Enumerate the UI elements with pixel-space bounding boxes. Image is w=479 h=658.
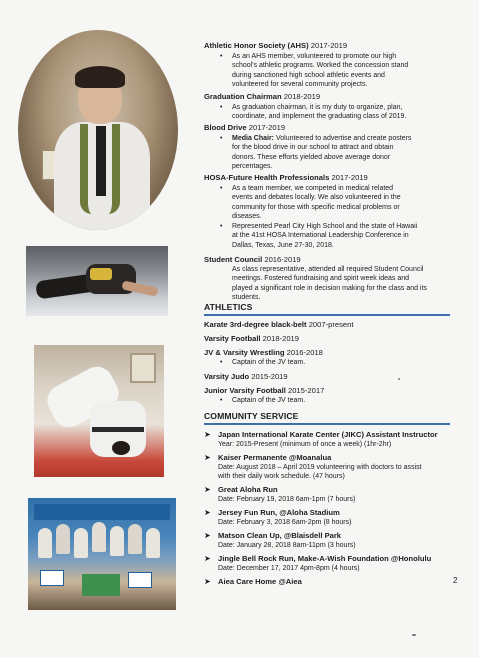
arrow-bullet-icon: ➤ (204, 485, 211, 494)
entry-paragraph: As class representative, attended all required Student Council meetings. Fostered fundraising and spirit week ideas and played a significant role in decision making for the class and its students. (232, 266, 427, 302)
athletics-item: JV & Varsity Wrestling 2016-2018 (204, 348, 323, 357)
wrestling-match-icon (26, 246, 168, 316)
section-divider (204, 314, 450, 316)
arrow-bullet-icon: ➤ (204, 453, 211, 462)
arrow-bullet-icon: ➤ (204, 508, 211, 517)
athletics-item: Junior Varsity Football 2015-2017 (204, 386, 325, 395)
arrow-bullet-icon: ➤ (204, 531, 211, 540)
graduate-portrait-icon (18, 30, 178, 230)
arrow-bullet-icon: ➤ (204, 554, 211, 563)
entry-title: Student Council 2016-2019 (204, 255, 301, 264)
entry-title: Athletic Honor Society (AHS) 2017-2019 (204, 41, 348, 50)
entry-title: HOSA-Future Health Professionals 2017-2019 (204, 173, 368, 182)
section-divider (204, 423, 450, 425)
resume-page: Athletic Honor Society (AHS) 2017-2019 • As an AHS member, volunteered to promote our high school's athletic programs. Worked the concession stand during sanctioned high school athletic events and volunteered for several community projects. Graduation Chairman 2018-2019 • As graduation chairman, it is my duty to organize, plan, coordinate, and implement the graduating class of 2019. Blood Drive 2017-2019 • Media Chair: Volunteered to advertise and create posters for the blood drive in our school to attract and obtain donors. These efforts yielded above average donor percentages. HOSA-Future Health Professionals 2017-2019 • As a team member, we competed in medical related events and debates locally. We also volunteered in the community for those with specific medical problems or diseases. • Represented Pearl City High School and the state of Hawaii at the 41st HOSA International Leadership Conference in Dallas, Texas, June 27-30, 2018. Student Council 2016-2019 As class representative, attended all required Student Council meetings. Fostered fundraising and spirit week ideas and played a significant role in decision making for the class and its students. ATHLETICS Karate 3rd-degree black-belt 2007-present Varsity Football 2018-2019 JV & Varsity Wrestling 2016-2018 • Captain of the JV team. Varsity Judo 2015-2019 Junior Varsity Football 2015-2017 • Captain of the JV team. COMMUNITY SERVICE ➤ Japan International Karate Center (JIKC) Assistant Instructor Year: 2015-Present (minimum of once a week) (1hr-2hr) ➤ Kaiser Permanente @Moanalua Date: August 2018 – April 2019 volunteering with doctors to assist with their daily work schedule. (47 hours) ➤ Great Aloha Run Date: February 19, 2018 6am-1pm (7 hours) ➤ Jersey Fun Run, @Aloha Stadium Date: February 3, 2018 6am-2pm (8 hours) ➤ Matson Clean Up, @Blaisdell Park Date: January 28, 2018 8am-11pm (3 hours) ➤ Jingle Bell Rock Run, Make-A-Wish Foundation @Honolulu Date: December 17, 2017 4pm-8pm (4 hours) ➤ Aiea Care Home @Aiea 2 (0, 0, 479, 658)
bullet-item: • Media Chair: Volunteered to advertise and create posters for the blood drive in our school to attract and obtain donors. These efforts yielded above average donor percentages. (232, 134, 411, 172)
group-fundraiser-icon (28, 498, 176, 610)
arrow-bullet-icon: ➤ (204, 577, 211, 586)
scan-speck (398, 378, 400, 380)
bullet-item: • As graduation chairman, it is my duty to organize, plan, coordinate, and implement the graduating class of 2019. (232, 103, 406, 122)
bullet-item: • Captain of the JV team. (232, 358, 305, 367)
bullet-item: • Represented Pearl City High School and the state of Hawaii at the 41st HOSA International Leadership Conference in Dallas, Texas, June 27-30, 2018. (232, 222, 417, 250)
entry-title: Graduation Chairman 2018-2019 (204, 92, 321, 101)
section-heading-athletics: ATHLETICS (204, 302, 253, 312)
section-heading-community: COMMUNITY SERVICE (204, 411, 299, 421)
page-number: 2 (453, 576, 458, 585)
athletics-item: Varsity Football 2018-2019 (204, 334, 299, 343)
bullet-item: • Captain of the JV team. (232, 396, 305, 405)
scan-speck (412, 634, 416, 636)
entry-title: Blood Drive 2017-2019 (204, 123, 286, 132)
athletics-item: Varsity Judo 2015-2019 (204, 372, 288, 381)
bullet-item: • As an AHS member, volunteered to promote our high school's athletic programs. Worked the concession stand during sanctioned high school athletic events and volunteered for several community projects. (232, 52, 408, 90)
athletics-item: Karate 3rd-degree black-belt 2007-present (204, 320, 354, 329)
judo-throw-icon (34, 345, 164, 477)
arrow-bullet-icon: ➤ (204, 430, 211, 439)
scan-speck (24, 108, 26, 110)
bullet-item: • As a team member, we competed in medical related events and debates locally. We also volunteered in the community for those with specific medical problems or diseases. (232, 184, 401, 222)
